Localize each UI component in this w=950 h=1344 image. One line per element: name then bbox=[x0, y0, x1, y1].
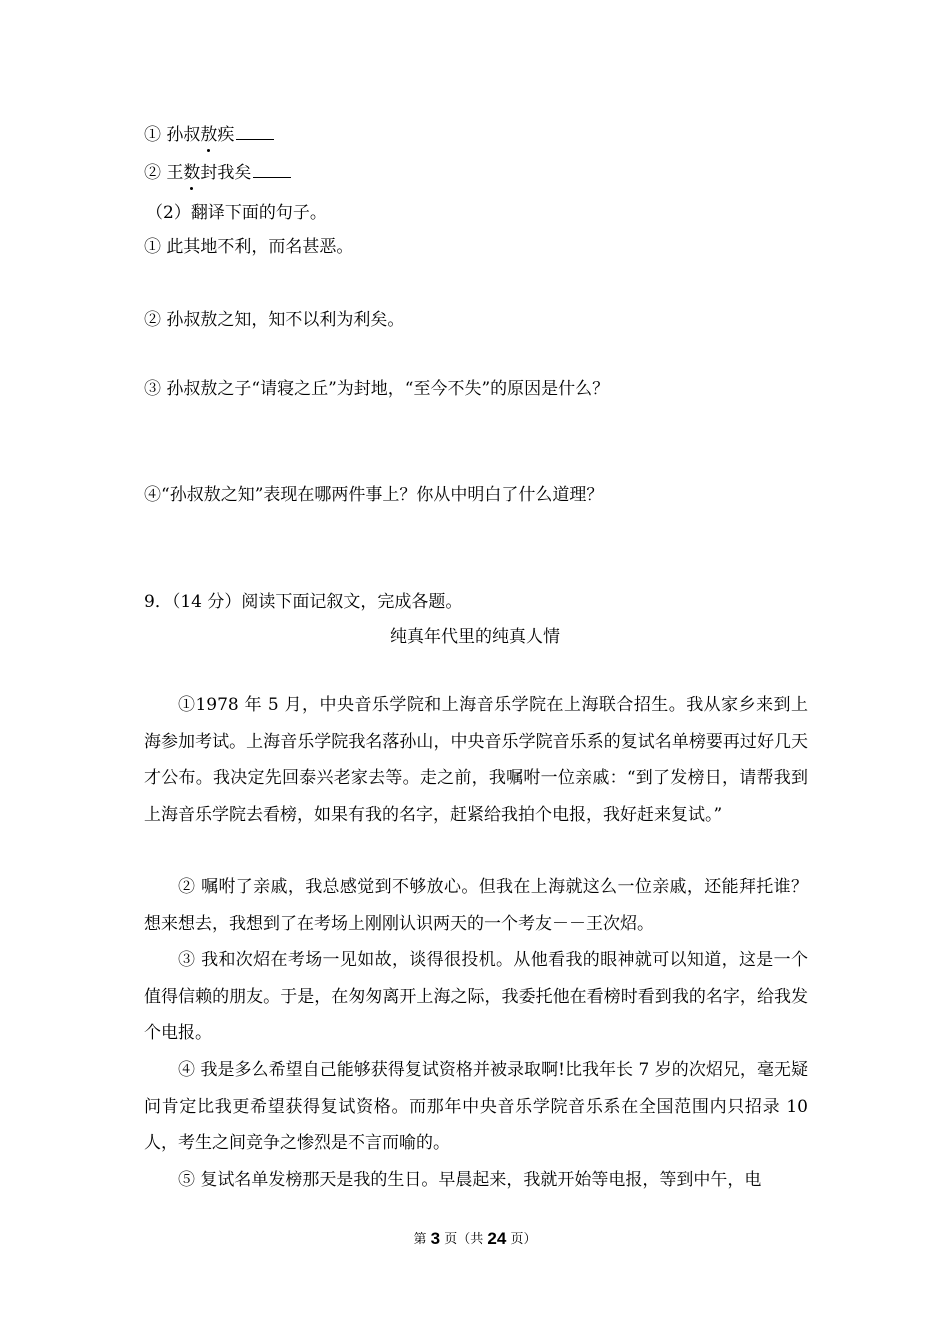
article-paragraph-3: ③ 我和次炤在考场一见如故，谈得很投机。从他看我的眼神就可以知道，这是一个值得信赖的朋友。于是，在匆匆离开上海之际，我委托他在看榜时看到我的名字，给我发个电报。 bbox=[144, 950, 808, 1043]
subquestion-2-heading: （2）翻译下面的句子。 bbox=[146, 203, 327, 223]
question-3: ③ 孙叔敖之子“请寝之丘”为封地，“至今不失”的原因是什么？ bbox=[144, 379, 610, 399]
item-number: ② bbox=[144, 163, 161, 183]
article-paragraph-1: ①1978 年 5 月，中央音乐学院和上海音乐学院在上海联合招生。我从家乡来到上海参加考试。上海音乐学院我名落孙山，中央音乐学院音乐系的复试名单榜要再过好几天才公布。我决定先回泰兴老家去等。走之前，我嘱咐一位亲戚：“到了发榜日，请帮我到上海音乐学院去看榜，如果有我的名字，赶紧给我拍个电报，我好赶来复试。” bbox=[144, 695, 808, 825]
page-footer bbox=[0, 1229, 950, 1250]
footer-text: 第 bbox=[413, 1232, 431, 1247]
item-text: 封我矣 bbox=[200, 163, 252, 183]
answer-blank[interactable] bbox=[236, 125, 274, 140]
article-paragraph-4: ④ 我是多么希望自己能够获得复试资格并被录取啊!比我年长 7 岁的次炤兄，毫无疑问肯定比我更希望获得复试资格。而那年中央音乐学院音乐系在全国范围内只招录 10 人，考生之间竞争之惨烈是不言而喻的。 bbox=[144, 1060, 808, 1153]
article-paragraph-2: ② 嘱咐了亲戚，我总感觉到不够放心。但我在上海就这么一位亲戚，还能拜托谁？想来想去，我想到了在考场上刚刚认识两天的一个考友－－王次炤。 bbox=[144, 877, 808, 934]
question-4: ④“孙叔敖之知”表现在哪两件事上？你从中明白了什么道理？ bbox=[144, 485, 604, 505]
article-title: 纯真年代里的纯真人情 bbox=[390, 627, 560, 647]
item-text: 王 bbox=[161, 163, 184, 183]
dotted-char: 数 bbox=[183, 163, 201, 183]
item-text: 孙叔 bbox=[161, 125, 201, 145]
question-2-orig-line bbox=[144, 162, 291, 184]
item-number: ① bbox=[144, 125, 161, 145]
answer-blank[interactable] bbox=[253, 163, 291, 178]
item-text: 疾 bbox=[217, 125, 235, 145]
translate-sentence-1: ① 此其地不利，而名甚恶。 bbox=[144, 237, 354, 257]
article-paragraph-5: ⑤ 复试名单发榜那天是我的生日。早晨起来，我就开始等电报，等到中午，电 bbox=[178, 1170, 762, 1190]
question-1-orig-line bbox=[144, 124, 274, 146]
current-page-number: 3 bbox=[430, 1229, 441, 1248]
translate-sentence-2: ② 孙叔敖之知，知不以利为利矣。 bbox=[144, 310, 405, 330]
dotted-char: 敖 bbox=[200, 125, 218, 145]
footer-text: 页） bbox=[506, 1232, 537, 1247]
footer-text: 页（共 bbox=[440, 1232, 488, 1247]
total-pages-number: 24 bbox=[487, 1229, 507, 1248]
question-9-heading: 9．（14 分）阅读下面记叙文，完成各题。 bbox=[144, 592, 463, 612]
